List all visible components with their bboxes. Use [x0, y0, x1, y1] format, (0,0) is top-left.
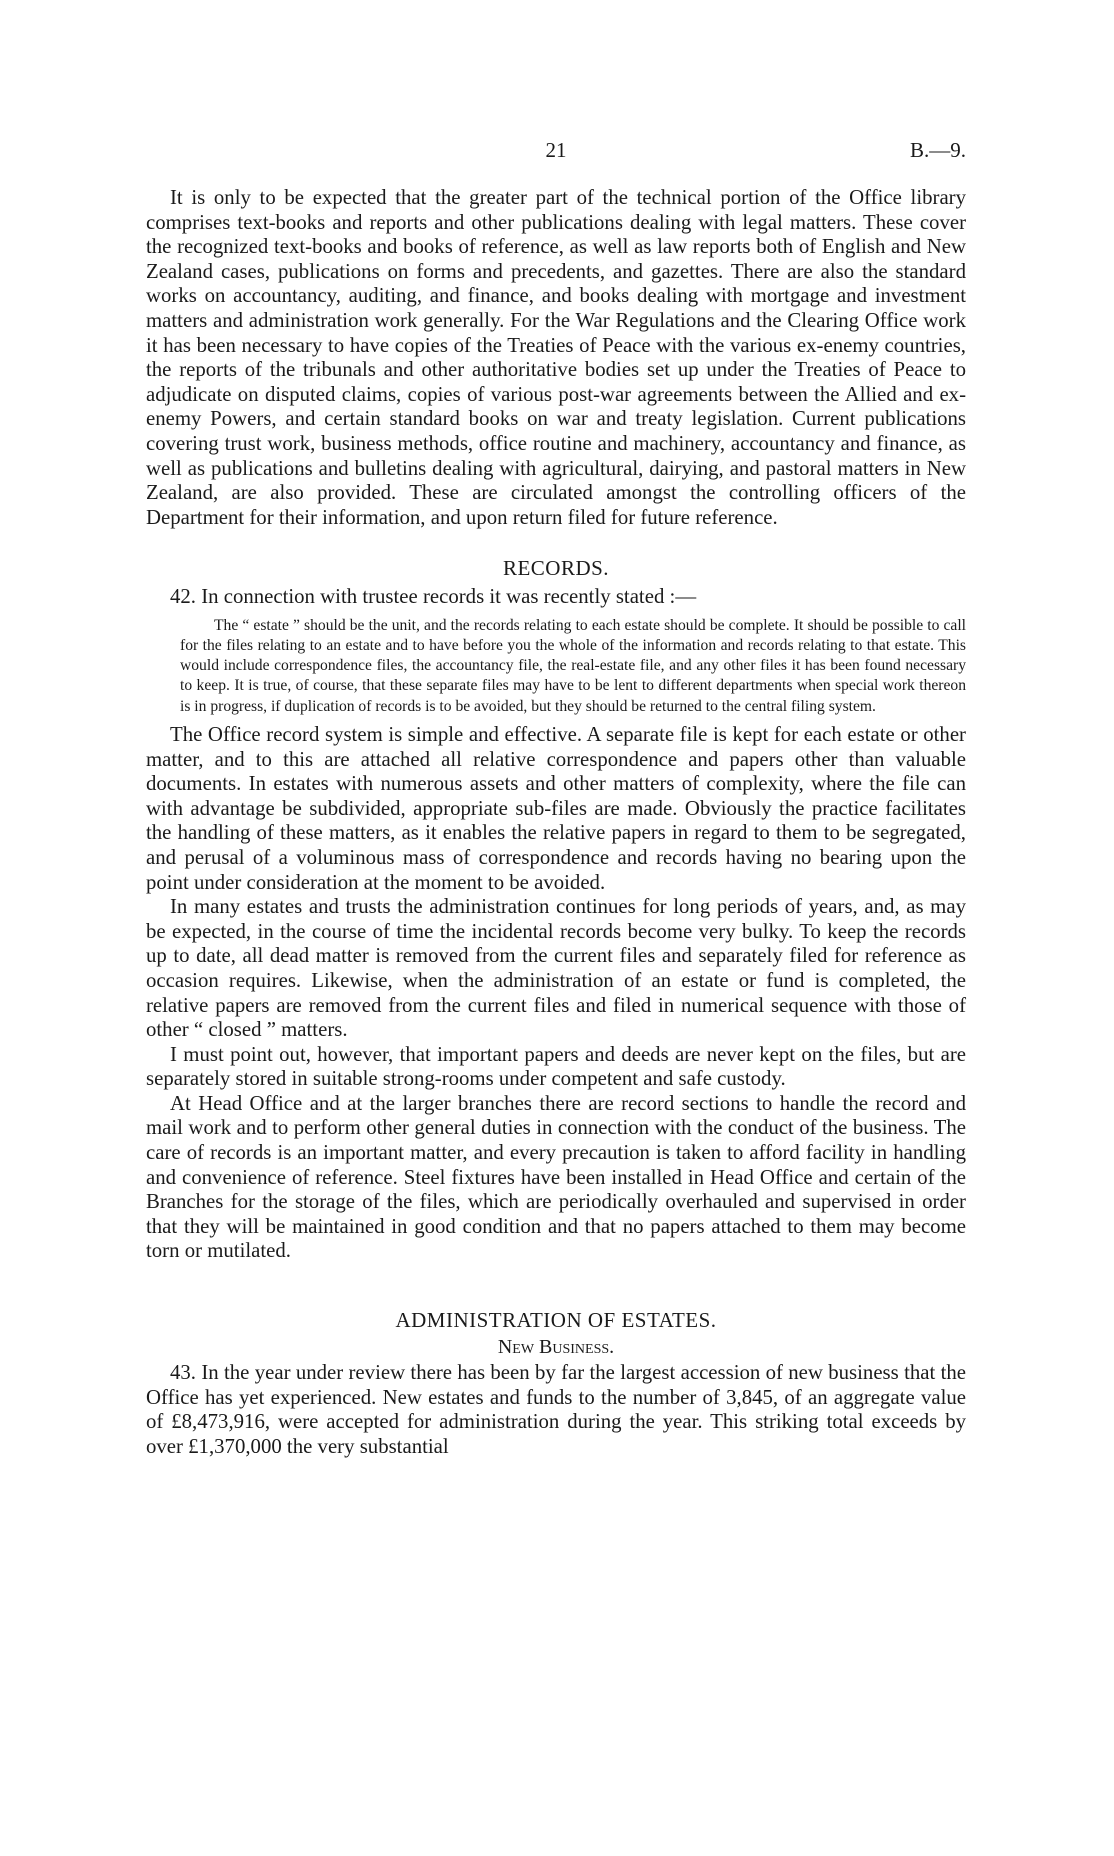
administration-heading: ADMINISTRATION OF ESTATES.	[395, 1308, 717, 1333]
intro-paragraph: It is only to be expected that the greater part of the technical portion of the Office library comprises text-books and reports and other publications dealing with legal matters. These cover the recognized text-books and books of reference, as well as law reports both of English and New Zealand cases, publications on forms and precedents, and gazettes. There are also the standard works on accountancy, auditing, and finance, and books dealing with mortgage and investment matters and administration work generally. For the War Regulations and the Clearing Office work it has been necessary to have copies of the Treaties of Peace with the various ex-enemy countries, the reports of the tribunals and other authoritative bodies set up under the Treaties of Peace to adjudicate on disputed claims, copies of various post-war agreements between the Allied and ex-enemy Powers, and certain standard books on war and treaty legislation. Current publications covering trust work, business methods, office routine and machinery, accountancy and finance, as well as publications and bulletins dealing with agricultural, dairying, and pastoral matters in New Zealand, are also provided. These are circulated amongst the controlling officers of the Department for their information, and upon return filed for future reference.	[146, 186, 966, 529]
records-paragraph: At Head Office and at the larger branches there are record sections to handle the record and mail work and to perform other general duties in connection with the conduct of the business. The care of records is an important matter, and every precaution is taken to afford facility in handling and convenience of reference. Steel fixtures have been installed in Head Office and certain of the Branches for the storage of the files, which are periodically overhauled and supervised in order that they will be maintained in good condition and that no papers attached to them may become torn or mutilated.	[146, 1091, 966, 1263]
body-text	[146, 186, 966, 1460]
page-number: 21	[545, 138, 567, 162]
paragraph-43: 43. In the year under review there has been by far the largest accession of new business that the Office has yet experienced. New estates and funds to the number of 3,845, of an aggregate value of £8,473,916, were accepted for administration during the year. This striking total exceeds by over £1,370,000 the very substantial	[146, 1361, 966, 1459]
records-paragraph: In many estates and trusts the administration continues for long periods of years, and, as may be expected, in the course of time the incidental records become very bulky. To keep the records up to date, all dead matter is removed from the current files and separately filed for reference as occasion requires. Likewise, when the administration of an estate or fund is completed, the relative papers are removed from the current files and filed in numerical sequence with those of other “ closed ” matters.	[146, 895, 966, 1042]
block-quote	[180, 616, 966, 717]
records-heading: RECORDS.	[502, 556, 610, 581]
document-reference: B.—9.	[909, 138, 966, 162]
new-business-subheading: New Business.	[497, 1335, 615, 1358]
paragraph-42: 42. In connection with trustee records it was recently stated :—	[170, 584, 697, 608]
quote-text: The “ estate ” should be the unit, and the records relating to each estate should be complete. It should be possible to call for the files relating to an estate and to have before you the whole of the information and records relating to that estate. This would include correspondence files, the accountancy file, the real-estate file, and any other files it has been found necessary to keep. It is true, of course, that these separate files may have to be lent to different departments when special work thereon is in progress, if duplication of records is to be avoided, but they should be returned to the central filing system.	[180, 616, 966, 715]
records-paragraph: I must point out, however, that important papers and deeds are never kept on the files, but are separately stored in suitable strong-rooms under competent and safe custody.	[146, 1042, 966, 1091]
records-paragraph: The Office record system is simple and effective. A separate file is kept for each estate or other matter, and to this are attached all relative correspondence and papers other than valuable documents. In estates with numerous assets and other matters of complexity, where the file can with advantage be subdivided, appropriate sub-files are made. Obviously the practice facilitates the handling of these matters, as it enables the relative papers in regard to them to be segregated, and perusal of a voluminous mass of correspondence and records having no bearing upon the point under consideration at the moment to be avoided.	[146, 722, 966, 894]
page-header	[146, 138, 966, 168]
